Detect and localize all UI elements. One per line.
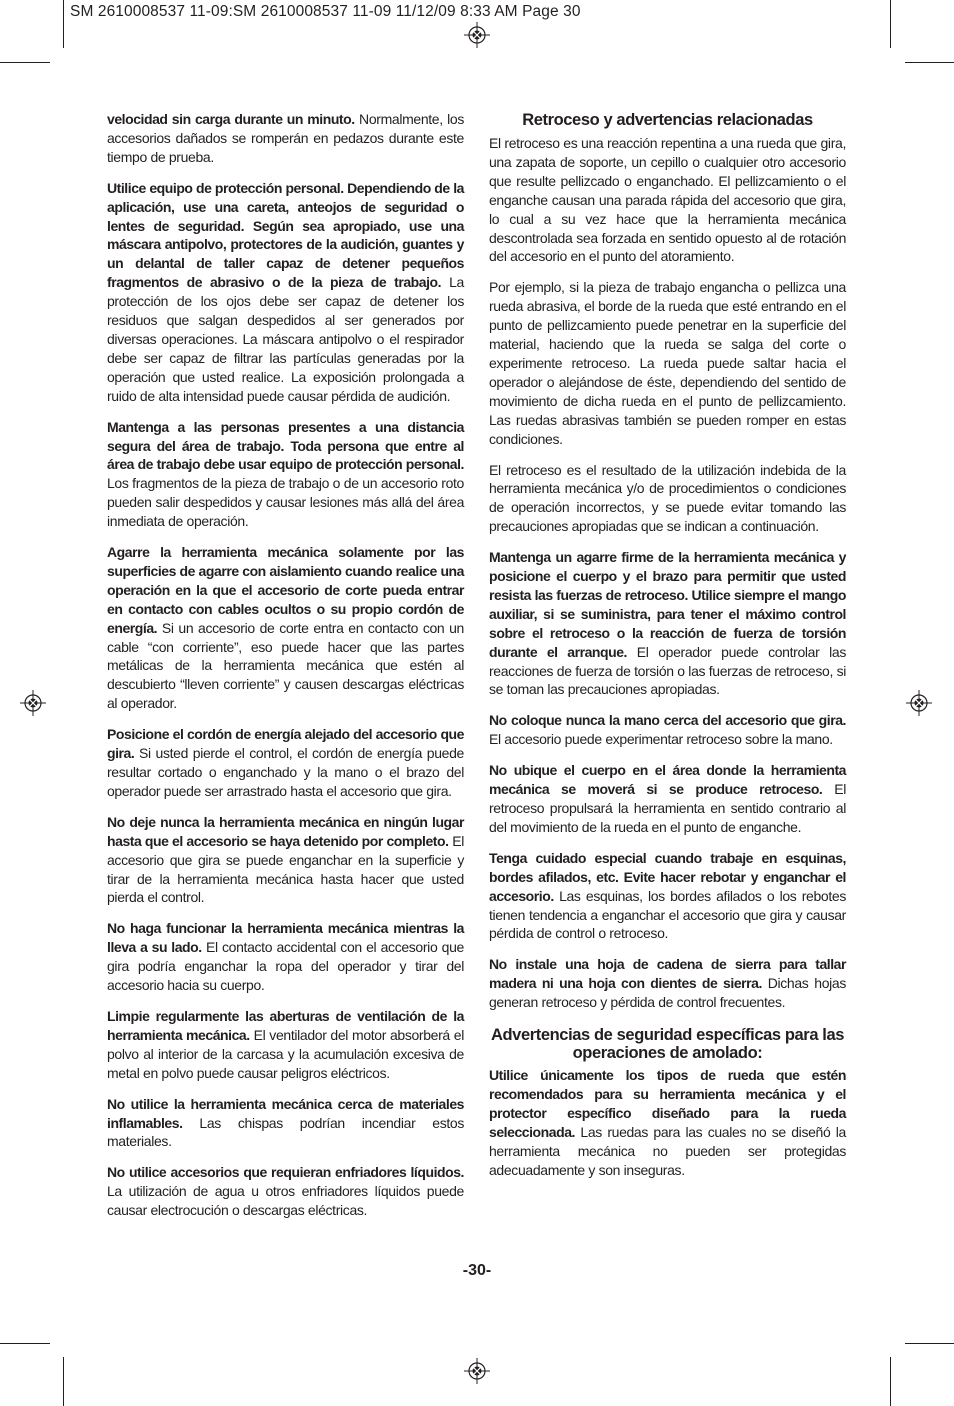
paragraph-lead-bold: Limpie regularmente las aberturas de ventilación de la herramienta mecánica. [107,1007,464,1043]
paragraph-body: Los fragmentos de la pieza de trabajo o de un accesorio roto pueden salir despedidos y causar lesiones más allá del área inmediata de operación. [107,475,464,530]
crop-mark [63,1357,64,1406]
grinding-paragraphs [489,1066,846,1179]
paragraph-lead-bold: Utilice únicamente los tipos de rueda que estén recomendados para su herramienta mecánica y el protector específico diseñado para la rueda seleccionada. [489,1067,846,1140]
paragraph-body: El contacto accidental con el accesorio que gira podría enganchar la ropa del operador y tirar del accesorio hacia su cuerpo. [107,939,464,994]
paragraph [107,418,464,531]
paragraph [489,955,846,1012]
paragraph-lead-bold: Mantenga un agarre firme de la herramienta mecánica y posicione el cuerpo y el brazo para permitir que usted resista las fuerzas de retroceso. Utilice siempre el mango auxiliar, si se suministra, para tener el máximo control sobre el retroceso o la reacción de fuerza de torsión durante el arranque. [489,549,846,660]
registration-mark-icon [464,22,490,48]
paragraph [107,179,464,406]
paragraph [107,919,464,995]
paragraph [107,543,464,713]
paragraph-lead-bold: No haga funcionar la herramienta mecánica mientras la lleva a su lado. [107,920,464,956]
paragraph-lead-bold: No utilice la herramienta mecánica cerca de materiales inflamables. [107,1095,464,1131]
crop-mark [63,0,64,48]
paragraph-lead-bold: Mantenga a las personas presentes a una distancia segura del área de trabajo. Toda persona que entre al área de trabajo debe usar equipo de protección personal. [107,418,464,473]
paragraph-body: Dichas hojas generan retroceso y pérdida de control frecuentes. [489,975,846,1011]
paragraph-body: Las chispas podrían incendiar estos materiales. [107,1114,464,1150]
crop-mark [0,62,50,63]
paragraph-lead-bold: No coloque nunca la mano cerca del accesorio que gira. [489,712,846,729]
left-column [107,110,464,1232]
paragraph-body: El operador puede controlar las reacciones de fuerza de torsión o las fuerzas de retroceso, si se toman las precauciones apropiadas. [489,643,846,698]
paragraph [489,711,846,749]
paragraph [489,278,846,448]
paragraph-lead-bold: Utilice equipo de protección personal. Dependiendo de la aplicación, use una careta, anteojos de seguridad o lentes de seguridad. Según sea apropiado, use una máscara antipolvo, protectores de la audición, guantes y un delantal de taller capaz de detener pequeños fragmentos de abrasivo o de la pieza de trabajo. [107,179,464,291]
paragraph [489,761,846,837]
paragraph-lead-bold: velocidad sin carga durante un minuto. [107,111,355,127]
paragraph [489,849,846,944]
registration-mark-icon [906,690,932,716]
registration-mark-icon [20,690,46,716]
paragraph [489,461,846,537]
paragraph-body: Si usted pierde el control, el cordón de energía puede resultar cortado o enganchado y la mano o el brazo del operador puede ser arrastrado hasta el accesorio que gira. [107,745,464,799]
paragraph [107,1007,464,1083]
paragraph [107,725,464,801]
paragraph [107,813,464,908]
paragraph-body: El accesorio que gira se puede enganchar en la superficie y tirar de la herramienta mecánica hasta hacer que usted pierda el control. [107,832,464,906]
crop-mark [890,1357,891,1406]
paragraph-body: El retroceso es el resultado de la utilización indebida de la herramienta mecánica y/o de procedimientos o condiciones de operación incorrectos, y se puede evitar tomando las precauciones apropiadas que se indican a continuación. [489,461,846,535]
paragraph [107,110,464,167]
print-slug: SM 2610008537 11-09:SM 2610008537 11-09 11/12/09 8:33 AM Page 30 [70,3,581,20]
paragraph [489,1066,846,1179]
section-heading-kickback: Retroceso y advertencias relacionadas [522,111,813,129]
right-column [489,110,846,1192]
paragraph [489,548,846,699]
paragraph-body: La utilización de agua u otros enfriadores líquidos puede causar electrocución o descargas eléctricas. [107,1183,464,1219]
paragraph [107,1163,464,1220]
paragraph-body: El ventilador del motor absorberá el polvo al interior de la carcasa y la acumulación excesiva de metal en polvo puede causar peligros eléctricos. [107,1026,464,1081]
paragraph-body: La protección de los ojos debe ser capaz de detener los residuos que salgan despedidos al ser generados por diversas operaciones. La máscara antipolvo o el respirador debe ser capaz de filtrar las partículas generadas por la operación que usted realice. La exposición prolongada a ruido de alta intensidad puede causar pérdida de audición. [107,274,464,404]
crop-mark [905,62,954,63]
paragraph [489,134,846,266]
paragraph-body: Por ejemplo, si la pieza de trabajo engancha o pellizca una rueda abrasiva, el borde de la rueda que esté entrando en el punto de pellizcamiento puede penetrar en la superficie del material, haciendo que la rueda se salga del corte o experimente retroceso. La rueda puede saltar hacia el operador o alejándose de éste, dependiendo del sentido de movimiento de dicha rueda en el punto de pellizcamiento. Las ruedas abrasivas también se pueden romper en estas condiciones. [489,279,846,447]
page-number: -30- [462,1262,492,1279]
paragraph-body: El accesorio puede experimentar retroceso sobre la mano. [489,731,833,748]
paragraph-body: Las esquinas, los bordes afilados o los rebotes tienen tendencia a enganchar el accesorio que gira y causar pérdida de control o retroceso. [489,887,846,942]
paragraph-body: El retroceso es una reacción repentina a una rueda que gira, una zapata de soporte, un cepillo o cualquier otro accesorio que resulte pellizcado o enganchado. El pellizcamiento o el enganche causan una parada rápida del accesorio que gira, lo cual a su vez hace que la herramienta mecánica descontrolada sea forzada en sentido opuesto al de rotación del accesorio en el punto del atoramiento. [489,135,846,265]
paragraph-lead-bold: Tenga cuidado especial cuando trabaje en esquinas, bordes afilados, etc. Evite hacer rebotar y enganchar el accesorio. [489,849,846,904]
paragraph-body: Las ruedas para las cuales no se diseñó la herramienta mecánica no pueden ser protegidas adecuadamente y son inseguras. [489,1123,846,1178]
paragraph-lead-bold: No ubique el cuerpo en el área donde la herramienta mecánica se moverá si se produce retroceso. [489,762,846,798]
crop-mark [0,1343,50,1344]
paragraph [107,1095,464,1152]
paragraph-body: Si un accesorio de corte entra en contacto con un cable “con corriente”, eso puede hacer que las partes metálicas de la herramienta mecánica que estén al descubierto “lleven corriente” y causen descargas eléctricas al operador. [107,619,464,712]
paragraph-lead-bold: No instale una hoja de cadena de sierra para tallar madera ni una hoja con dientes de sierra. [489,956,846,992]
paragraph-lead-bold: Posicione el cordón de energía alejado del accesorio que gira. [107,726,464,762]
paragraph-lead-bold: No utilice accesorios que requieran enfriadores líquidos. [107,1164,464,1181]
crop-mark [890,0,891,48]
section-heading-grinding: Advertencias de seguridad específicas para las operaciones de amolado: [490,1026,845,1063]
paragraph-body: Normalmente, los accesorios dañados se romperán en pedazos durante este tiempo de prueba. [107,111,465,165]
paragraph-body: El retroceso propulsará la herramienta en sentido contrario al del movimiento de la rueda en el punto de enganche. [489,781,846,835]
crop-mark [905,1343,954,1344]
paragraph-lead-bold: No deje nunca la herramienta mecánica en ningún lugar hasta que el accesorio se haya detenido por completo. [107,813,464,849]
kickback-paragraphs [489,134,846,1012]
registration-mark-icon [464,1358,490,1384]
paragraph-lead-bold: Agarre la herramienta mecánica solamente por las superficies de agarre con aislamiento cuando realice una operación en la que el accesorio de corte pueda entrar en contacto con cables ocultos o su propio cordón de energía. [107,544,464,636]
